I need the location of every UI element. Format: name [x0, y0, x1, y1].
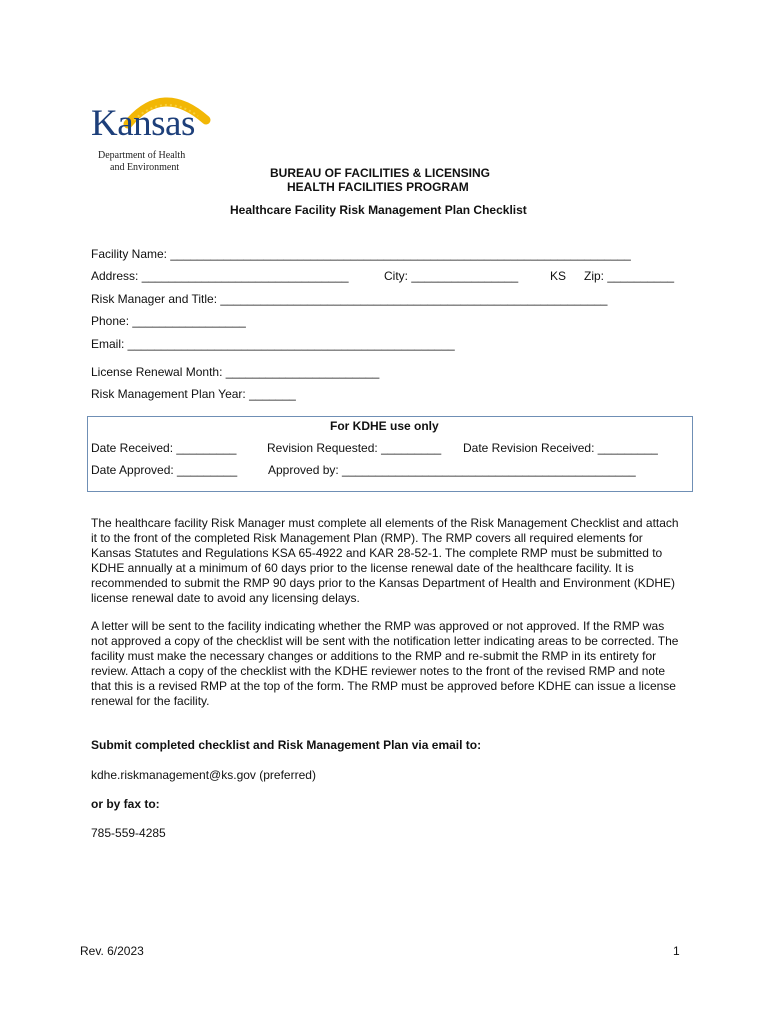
city-field[interactable]: City: ________________	[384, 269, 519, 283]
instructions-paragraph-2	[91, 619, 681, 709]
phone-field[interactable]: Phone: _________________	[91, 314, 246, 328]
header-program: HEALTH FACILITIES PROGRAM	[287, 180, 469, 194]
approved-by-field[interactable]: Approved by: ____________________________________________	[268, 463, 636, 477]
header-bureau: BUREAU OF FACILITIES & LICENSING	[270, 166, 491, 180]
license-renewal-month-field[interactable]: License Renewal Month: _______________________	[91, 365, 380, 379]
email-field[interactable]: Email: _________________________________________________	[91, 337, 455, 351]
fax-number: 785-559-4285	[91, 826, 166, 840]
date-revision-received-field[interactable]: Date Revision Received: _________	[463, 441, 658, 455]
plan-year-field[interactable]: Risk Management Plan Year: _______	[91, 387, 296, 401]
revision-date: Rev. 6/2023	[80, 944, 144, 958]
logo-subtitle-line2: and Environment	[110, 162, 180, 173]
date-approved-field[interactable]: Date Approved: _________	[91, 463, 238, 477]
instructions-text-1: The healthcare facility Risk Manager must complete all elements of the Risk Management Checklist and attach it to the front of the completed Risk Management Plan (RMP). The RMP covers all required elements for Kansas Statutes and Regulations KSA 65-4922 and KAR 28-52-1. The complete RMP must be submitted to KDHE annually at a minimum of 60 days prior to the license renewal date of the healthcare facility. It is recommended to submit the RMP 90 days prior to the Kansas Department of Health and Environment (KDHE) license renewal date to avoid any licensing delays.	[91, 516, 679, 605]
logo-subtitle-line1: Department of Health	[98, 150, 186, 161]
page-title: Healthcare Facility Risk Management Plan Checklist	[230, 203, 527, 217]
facility-name-field[interactable]: Facility Name: _____________________________________________________________________	[91, 247, 631, 261]
submit-heading: Submit completed checklist and Risk Management Plan via email to:	[91, 738, 482, 752]
address-field[interactable]: Address: _______________________________	[91, 269, 349, 283]
instructions-text-2: A letter will be sent to the facility indicating whether the RMP was approved or not approved. If the RMP was not approved a copy of the checklist will be sent with the notification letter indicating areas to be corrected. The facility must make the necessary changes or additions to the RMP and re-submit the RMP in its entirety for review. Attach a copy of the checklist with the KDHE reviewer notes to the front of the revised RMP and note that this is a revised RMP at the top of the form. The RMP must be approved before KDHE can issue a license renewal for the facility.	[91, 619, 679, 708]
kdhe-logo	[88, 90, 218, 174]
submission-email[interactable]: kdhe.riskmanagement@ks.gov (preferred)	[91, 768, 316, 782]
kdhe-box-title: For KDHE use only	[330, 419, 439, 433]
logo-wordmark: Kansas	[91, 103, 195, 144]
revision-requested-field[interactable]: Revision Requested: _________	[267, 441, 442, 455]
page-number: 1	[673, 944, 680, 958]
risk-manager-field[interactable]: Risk Manager and Title: __________________________________________________________	[91, 292, 608, 306]
state-label: KS	[550, 269, 567, 283]
zip-field[interactable]: Zip: __________	[584, 269, 675, 283]
fax-heading: or by fax to:	[91, 797, 160, 811]
date-received-field[interactable]: Date Received: _________	[91, 441, 237, 455]
instructions-paragraph-1	[91, 516, 681, 606]
